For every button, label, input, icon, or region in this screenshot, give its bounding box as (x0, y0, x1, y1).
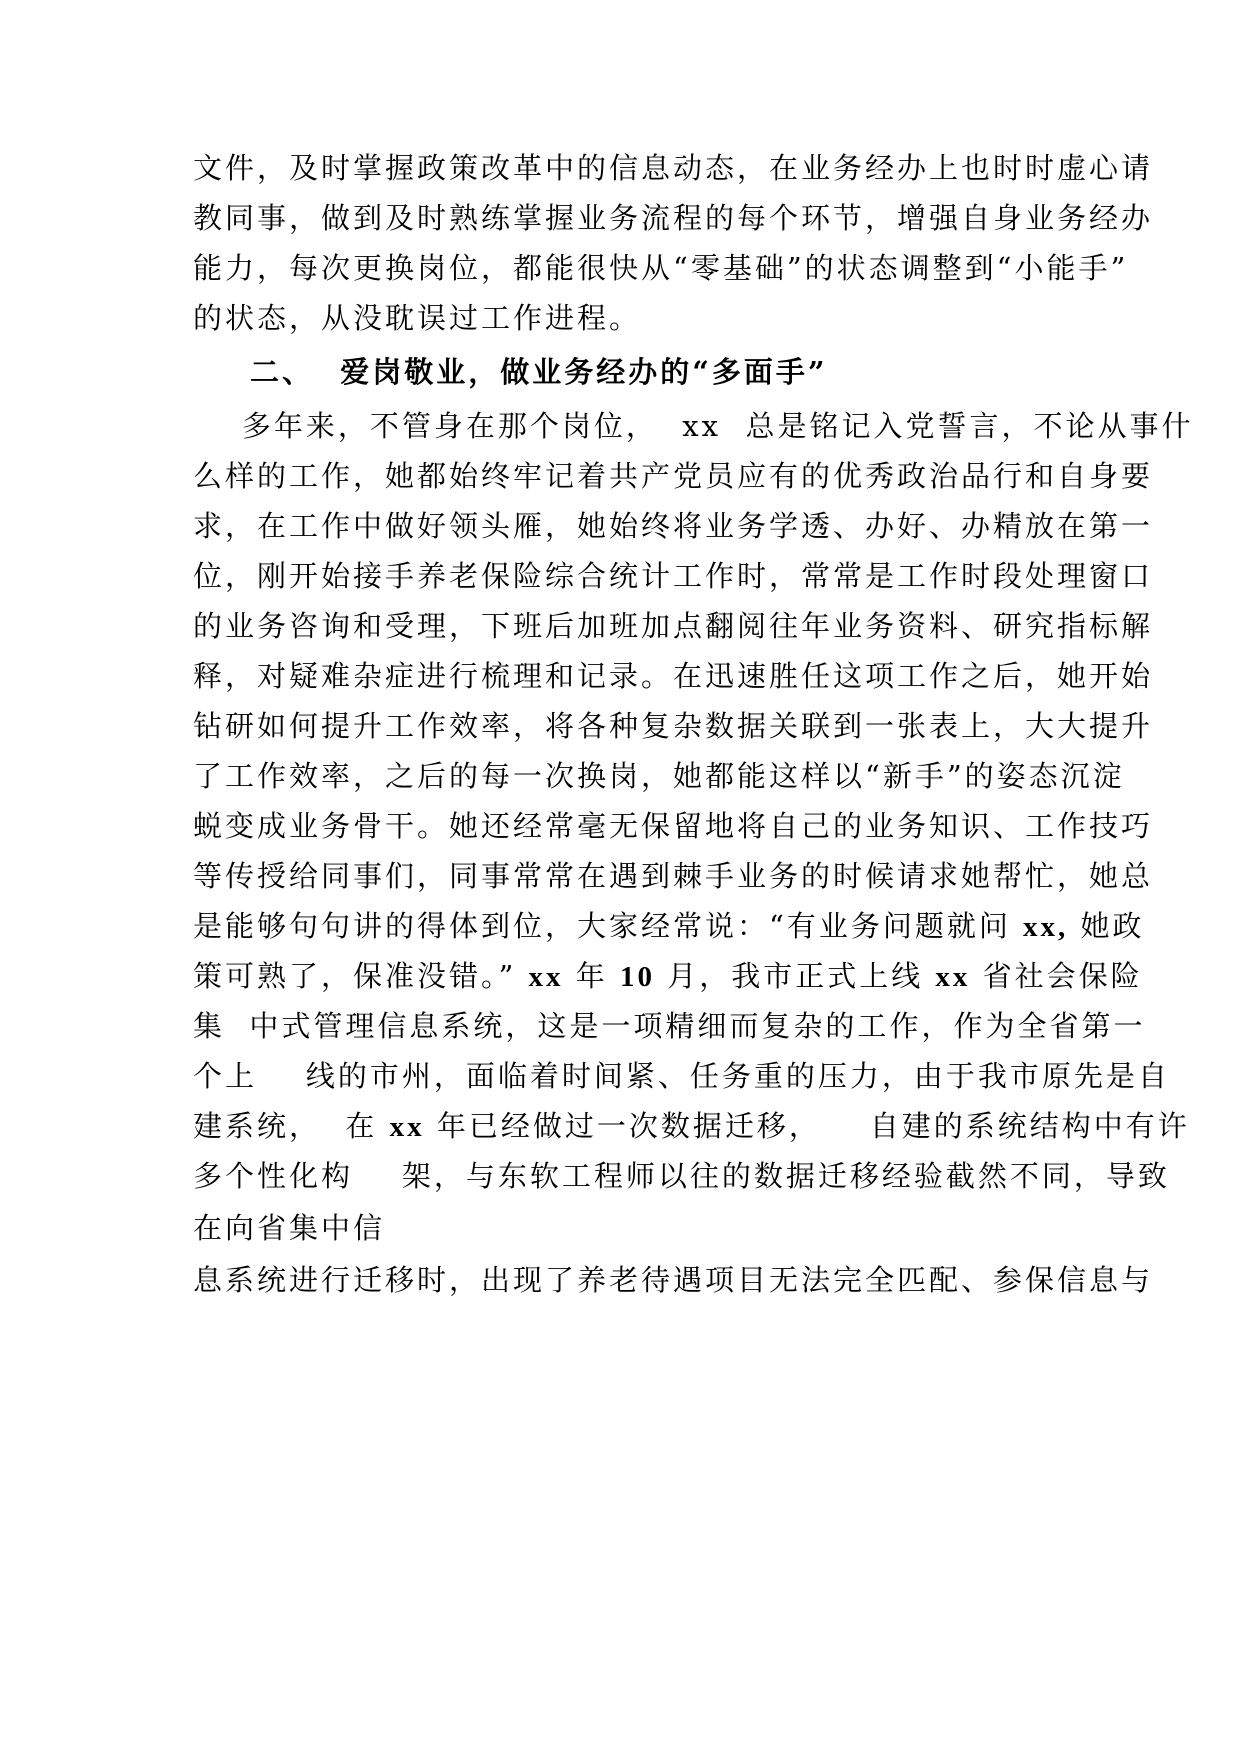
body-text-line (193, 956, 1143, 997)
text-segment: 省社会保险 (970, 959, 1143, 993)
body-text-line: 释，对疑难杂症进行梳理和记录。在迅速胜任这项工作之后，她开始 (193, 659, 1154, 693)
bold-year-placeholder: xx (528, 961, 564, 993)
text-segment: 月，我市正式上线 (654, 959, 936, 993)
text-segment: 年 (563, 959, 620, 993)
body-text-line (193, 1106, 1190, 1147)
bold-month-number: 10 (619, 961, 655, 993)
bold-province-placeholder: xx (935, 961, 971, 993)
text-segment: 建系统， 在 (193, 1109, 390, 1143)
text-segment: 是能够句句讲的得体到位，大家经常说：“有业务问题就问 (193, 909, 1024, 943)
body-text-line: 息系统进行迁移时，出现了养老待遇项目无法完全匹配、参保信息与 (193, 1263, 1154, 1297)
body-text-line (193, 906, 1145, 947)
body-text-line: 个上 线的市州，面临着时间紧、任务重的压力，由于我市原先是自 (193, 1059, 1170, 1093)
text-segment: 年已经做过一次数据迁移， 自建的系统结构中有许 (424, 1109, 1190, 1143)
body-text-line: 教同事，做到及时熟练掌握业务流程的每个环节，增强自身业务经办 (193, 201, 1154, 235)
body-text-line: 多年来，不管身在那个岗位， xx 总是铭记入党誓言，不论从事什 (193, 409, 1194, 443)
body-text-line: 了工作效率，之后的每一次换岗，她都能这样以“新手”的姿态沉淀 (193, 759, 1125, 793)
bold-name-placeholder: xx, (1023, 911, 1069, 943)
body-text-line: 的业务咨询和受理，下班后加班加点翻阅往年业务资料、研究指标解 (193, 609, 1154, 643)
body-text-line: 么样的工作，她都始终牢记着共产党员应有的优秀政治品行和自身要 (193, 459, 1154, 493)
body-text-line: 等传授给同事们，同事常常在遇到棘手业务的时候请求她帮忙，她总 (193, 859, 1154, 893)
section-heading: 二、 爱岗敬业，做业务经办的“多面手” (250, 355, 828, 389)
body-text-line: 集 中式管理信息系统，这是一项精细而复杂的工作，作为全省第一 (193, 1009, 1146, 1043)
body-text-line: 能力，每次更换岗位，都能很快从“零基础”的状态调整到“小能手” (193, 251, 1129, 285)
body-text-line: 多个性化构 架，与东软工程师以往的数据迁移经验截然不同，导致 (193, 1159, 1170, 1193)
body-text-line: 文件，及时掌握政策改革中的信息动态，在业务经办上也时时虚心请 (193, 151, 1154, 185)
body-text-line: 钻研如何提升工作效率，将各种复杂数据关联到一张表上，大大提升 (193, 709, 1154, 743)
text-segment: 策可熟了，保准没错。” (193, 959, 529, 993)
body-text-line: 在向省集中信 (193, 1211, 386, 1245)
body-text-line: 位，刚开始接手养老保险综合统计工作时，常常是工作时段处理窗口 (193, 559, 1154, 593)
body-text-line: 求，在工作中做好领头雁，她始终将业务学透、办好、办精放在第一 (193, 509, 1154, 543)
body-text-line: 蜕变成业务骨干。她还经常毫无保留地将自己的业务知识、工作技巧 (193, 809, 1154, 843)
bold-year-placeholder: xx (389, 1111, 425, 1143)
text-segment: 她政 (1068, 909, 1145, 943)
body-text-line: 的状态，从没耽误过工作进程。 (193, 301, 642, 335)
